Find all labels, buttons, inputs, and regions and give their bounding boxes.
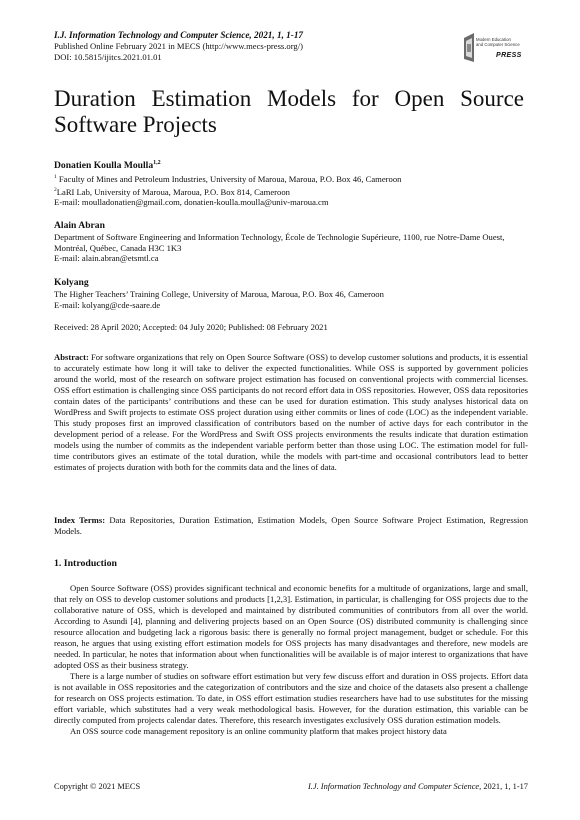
footer-copyright: Copyright © 2021 MECS bbox=[54, 782, 141, 791]
publication-dates: Received: 28 April 2020; Accepted: 04 July 2020; Published: 08 February 2021 bbox=[54, 322, 328, 332]
author-email: E-mail: moulladonatien@gmail.com, donatien-koulla.moulla@univ-maroua.cm bbox=[54, 197, 329, 208]
published-line: Published Online February 2021 in MECS (http://www.mecs-press.org/) bbox=[54, 41, 303, 51]
author-affiliation: The Higher Teachers’ Training College, University of Maroua, Maroua, P.O. Box 46, Cameroon bbox=[54, 289, 384, 299]
author-email: E-mail: kolyang@cde-saare.de bbox=[54, 299, 161, 310]
paper-title: Duration Estimation Models for Open Source Software Projects bbox=[54, 86, 524, 137]
logo-mark-icon bbox=[462, 32, 476, 64]
body-paragraph: Open Source Software (OSS) provides significant technical and economic benefits for a multitude of organizations, large and small, that rely on OSS to develop customer solutions and products [1,2,3]. Estimation, in particular, is challenging for OSS projects due to the collaborative nature of OSS, which is developed and maintained by distributed communities of contributors from all over the world. According to Asundi [4], planning and delivering projects based on an Open Source (OS) distributed community is challenging since resource allocation and budgeting lack a rigorous basis: there is generally no formal project management, budget or schedule. For this reason, he argues that using existing effort estimation models for OSS projects has many disadvantages and therefore, new models are needed. In particular, he notes that information about when functionalities will be available is of major interest to organizations that have adopted OSS as their business strategy. bbox=[54, 583, 528, 670]
body-paragraph: There is a large number of studies on software effort estimation but very few discuss effort and duration in OSS projects. Effort data is not available in OSS repositories and the categorization of contributors and the size and choice of the datasets also present a challenge for research on OSS projects estimation. To date, in OSS effort estimation studies researchers have had to use substitutes for the missing effort variable, which substitutes had a very weak methodological basis. However, for the duration estimation, this variable can be directly computed from projects calendar dates. Therefore, this research investigates exclusively OSS duration estimation models. bbox=[54, 671, 528, 725]
abstract-label: Abstract: bbox=[54, 352, 89, 362]
abstract bbox=[54, 352, 528, 473]
author-name: Donatien Koulla Moulla$^{1,2}$ bbox=[54, 160, 161, 172]
author-affiliation: Department of Software Engineering and Information Technology, École de Technologie Supérieure, 1100, rue Notre-Dame Ouest, Montréal, Québec, Canada H3C 1K3 bbox=[54, 232, 505, 253]
journal-header bbox=[54, 30, 394, 63]
body-paragraph: An OSS source code management repository is an online community platform that makes project history data bbox=[70, 726, 447, 736]
author-affiliation: $^1$ Faculty of Mines and Petroleum Industries, University of Maroua, Maroua, P.O. Box 46, Cameroon bbox=[54, 174, 402, 185]
index-terms bbox=[54, 515, 528, 537]
introduction-body bbox=[54, 583, 528, 737]
author-affiliation: $^2$LaRI Lab, University of Maroua, Maroua, P.O. Box 814, Cameroon bbox=[54, 186, 290, 197]
logo-press: PRESS bbox=[496, 52, 522, 59]
author-name: Alain Abran bbox=[54, 220, 105, 231]
footer-journal: I.J. Information Technology and Computer Science, 2021, 1, 1-17 bbox=[308, 782, 528, 791]
abstract-text: For software organizations that rely on Open Source Software (OSS) to develop customer solutions and products, it is essential to accurately estimate how long it will take to deliver the expected functionalities. While OSS is supported by government policies around the world, most of the research on software project estimation has focused on conventional projects with commercial licenses. OSS effort estimation is challenging since OSS participants do not record effort data in OSS repositories. However, OSS data repositories contain dates of the participants’ contributions and these can be used for duration estimation. This study analyses historical data on WordPress and Swift projects to estimate OSS project duration using either commits or lines of code (LOC) as the independent variable. This study proposes first an improved classification of contributors based on the number of active days for each contributor in the development period of a release. For the WordPress and Swift OSS projects environments the results indicate that duration estimation models using the number of commits as the independent variable perform better than those using LOC. The estimation model for full-time contributors gives an estimate of the total duration, while the models with part-time and occasional contributors lead to better estimates of projects duration with both for the commits data and the lines of data. bbox=[54, 352, 528, 472]
index-terms-label: Index Terms: bbox=[54, 515, 106, 525]
index-terms-text: Data Repositories, Duration Estimation, Estimation Models, Open Source Software Project Estimation, Regression Models. bbox=[54, 515, 528, 536]
author-email: E-mail: alain.abran@etsmtl.ca bbox=[54, 253, 159, 264]
author-name: Kolyang bbox=[54, 277, 89, 288]
mecs-press-logo bbox=[458, 28, 538, 72]
author-block-3 bbox=[54, 277, 528, 310]
journal-citation: I.J. Information Technology and Computer Science, 2021, 1, 1-17 bbox=[54, 30, 304, 40]
section-heading: 1. Introduction bbox=[54, 558, 117, 569]
logo-text: Modern Education and Computer Science bbox=[476, 37, 520, 48]
author-block-2 bbox=[54, 220, 528, 264]
doi-line: DOI: 10.5815/ijitcs.2021.01.01 bbox=[54, 52, 162, 62]
author-block-1 bbox=[54, 157, 528, 208]
